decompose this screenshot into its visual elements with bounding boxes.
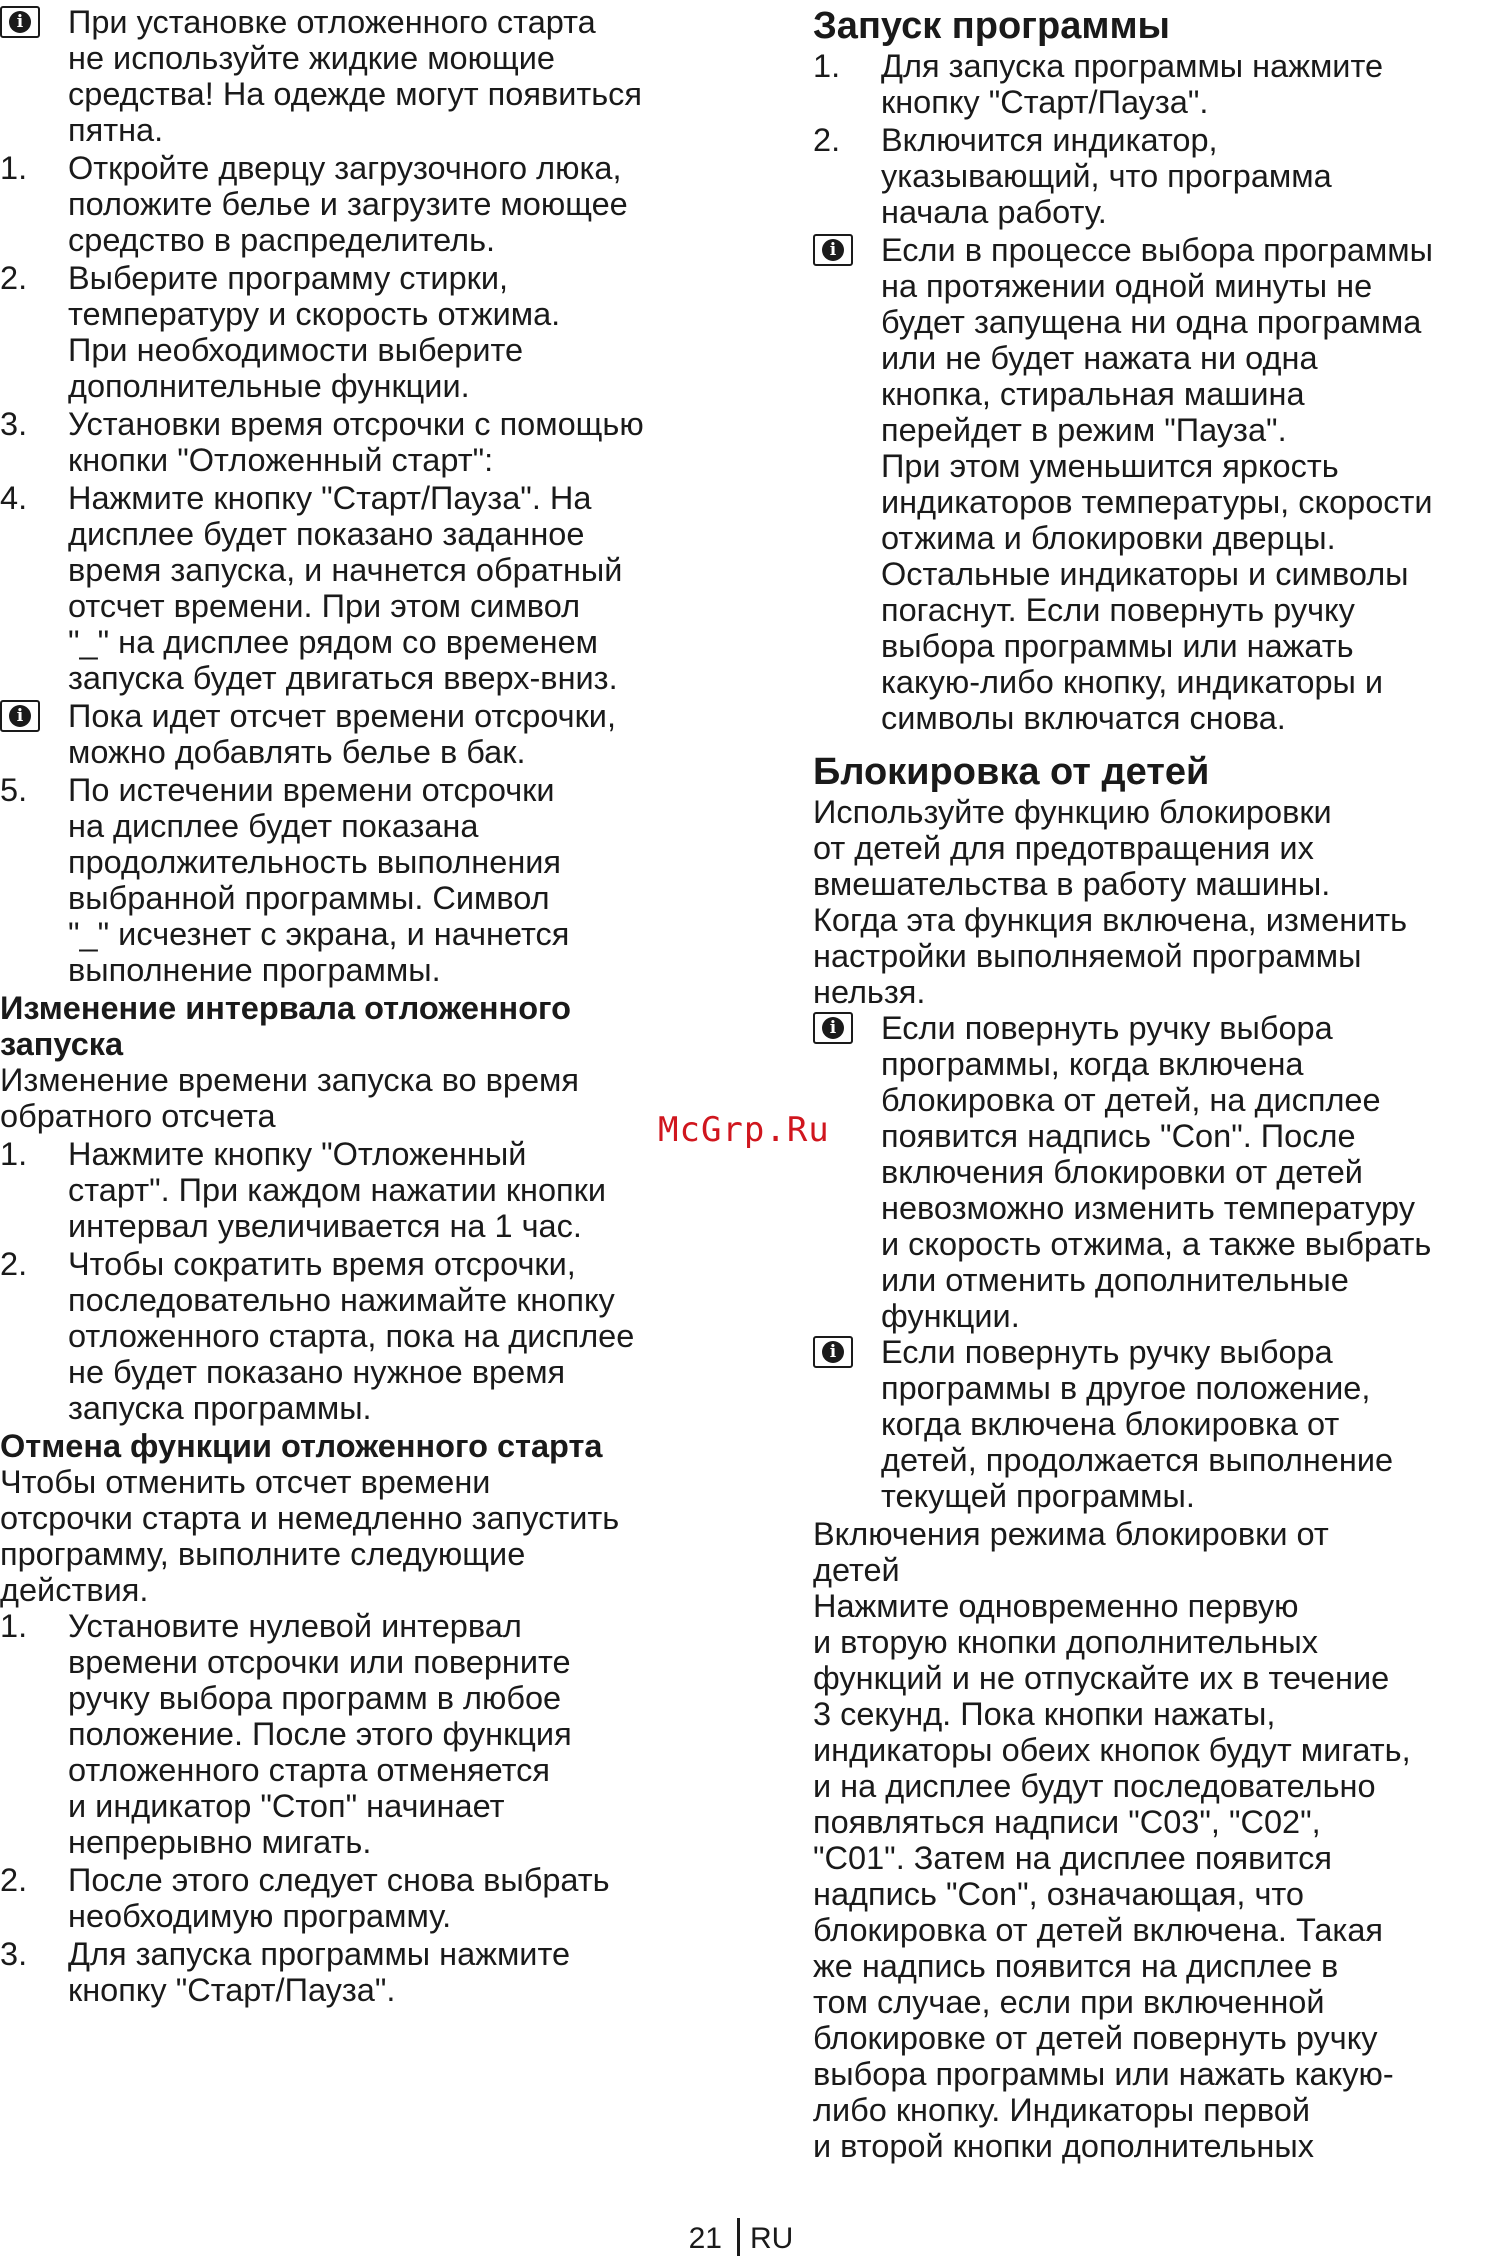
item-number: 3.: [0, 406, 28, 442]
list-item: [0, 1136, 740, 1244]
item-line: Установите нулевой интервал: [68, 1608, 522, 1644]
item-line: продолжительность выполнения: [68, 844, 562, 880]
section-heading-start: Запуск программы: [813, 5, 1171, 47]
paragraph-line: Включения режима блокировки от: [813, 1516, 1329, 1552]
note-line: функции.: [881, 1298, 1020, 1334]
note-line: какую-либо кнопку, индикаторы и: [881, 664, 1384, 700]
list-item: [0, 260, 740, 404]
note-line: детей, продолжается выполнение: [881, 1442, 1394, 1478]
info-icon: i: [813, 1336, 853, 1368]
paragraph-line: Когда эта функция включена, изменить: [813, 902, 1408, 938]
section-heading-cancel: Отмена функции отложенного старта: [0, 1428, 603, 1464]
paragraph-line: блокировке от детей повернуть ручку: [813, 2020, 1378, 2056]
paragraph-line: Нажмите одновременно первую: [813, 1588, 1299, 1624]
note-line: программы в другое положение,: [881, 1370, 1371, 1406]
item-number: 2.: [0, 1246, 28, 1282]
item-line: Включится индикатор,: [881, 122, 1218, 158]
list-item: [0, 772, 740, 988]
item-line: При необходимости выберите: [68, 332, 524, 368]
paragraph-line: том случае, если при включенной: [813, 1984, 1325, 2020]
item-number: 2.: [0, 260, 28, 296]
item-number: 5.: [0, 772, 28, 808]
item-line: "_" на дисплее рядом со временем: [68, 624, 598, 660]
info-icon: i: [0, 700, 40, 732]
paragraph-line: блокировка от детей включена. Такая: [813, 1912, 1384, 1948]
note-line: индикаторов температуры, скорости: [881, 484, 1433, 520]
paragraph-line: нельзя.: [813, 974, 926, 1010]
item-line: указывающий, что программа: [881, 158, 1332, 194]
item-line: Нажмите кнопку "Старт/Пауза". На: [68, 480, 592, 516]
note-line: когда включена блокировка от: [881, 1406, 1340, 1442]
info-icon: i: [813, 1012, 853, 1044]
item-line: отсчет времени. При этом символ: [68, 588, 581, 624]
item-line: Для запуска программы нажмите: [68, 1936, 571, 1972]
paragraph-line: и на дисплее будут последовательно: [813, 1768, 1376, 1804]
item-line: отложенного старта отменяется: [68, 1752, 551, 1788]
list-item: [0, 1936, 740, 2008]
note-line: Остальные индикаторы и символы: [881, 556, 1409, 592]
list-item: [813, 122, 1505, 230]
note-line: текущей программы.: [881, 1478, 1195, 1514]
note-line: отжима и блокировки дверцы.: [881, 520, 1336, 556]
item-line: старт". При каждом нажатии кнопки: [68, 1172, 607, 1208]
item-line: После этого следует снова выбрать: [68, 1862, 610, 1898]
item-line: кнопку "Старт/Пауза".: [68, 1972, 396, 2008]
note-line: перейдет в режим "Пауза".: [881, 412, 1287, 448]
note-line: блокировка от детей, на дисплее: [881, 1082, 1381, 1118]
item-number: 1.: [0, 1136, 28, 1172]
note-line: выбора программы или нажать: [881, 628, 1354, 664]
item-line: положение. После этого функция: [68, 1716, 572, 1752]
note-line: не используйте жидкие моющие: [68, 40, 555, 76]
item-line: кнопки "Отложенный старт":: [68, 442, 494, 478]
note-line: и скорость отжима, а также выбрать: [881, 1226, 1432, 1262]
paragraph-line: надпись "Con", означающая, что: [813, 1876, 1305, 1912]
paragraph-line: отсрочки старта и немедленно запустить: [0, 1500, 620, 1536]
note-line: средства! На одежде могут появиться: [68, 76, 643, 112]
item-line: "_" исчезнет с экрана, и начнется: [68, 916, 570, 952]
item-line: Нажмите кнопку "Отложенный: [68, 1136, 527, 1172]
section-heading-child-lock: Блокировка от детей: [813, 751, 1210, 793]
item-line: выполнение программы.: [68, 952, 441, 988]
item-line: интервал увеличивается на 1 час.: [68, 1208, 582, 1244]
paragraph-line: появляться надписи "C03", "C02",: [813, 1804, 1321, 1840]
section-heading-change-interval: запуска: [0, 1026, 124, 1062]
note-line: Если повернуть ручку выбора: [881, 1334, 1333, 1370]
page-footer: [0, 2218, 1505, 2258]
note-line: появится надпись "Con". После: [881, 1118, 1356, 1154]
item-number: 4.: [0, 480, 28, 516]
item-line: Для запуска программы нажмите: [881, 48, 1384, 84]
info-note-pause: [813, 232, 1505, 736]
paragraph-line: либо кнопку. Индикаторы первой: [813, 2092, 1310, 2128]
paragraph-line: Чтобы отменить отсчет времени: [0, 1464, 491, 1500]
item-line: запуска будет двигаться вверх-вниз.: [68, 660, 618, 696]
item-number: 1.: [813, 48, 841, 84]
item-line: отложенного старта, пока на дисплее: [68, 1318, 635, 1354]
item-line: время запуска, и начнется обратный: [68, 552, 623, 588]
section-heading-change-interval: Изменение интервала отложенного: [0, 990, 572, 1026]
paragraph-line: функций и не отпускайте их в течение: [813, 1660, 1390, 1696]
paragraph-line: и вторую кнопки дополнительных: [813, 1624, 1318, 1660]
list-item: [0, 1862, 740, 1934]
list-item: [0, 406, 740, 478]
info-note-con: [813, 1010, 1505, 1334]
item-line: Выберите программу стирки,: [68, 260, 509, 296]
list-item: [0, 150, 740, 258]
info-note-add-laundry: [0, 698, 740, 770]
paragraph-line: обратного отсчета: [0, 1098, 276, 1134]
item-line: кнопку "Старт/Пауза".: [881, 84, 1209, 120]
item-line: необходимую программу.: [68, 1898, 452, 1934]
note-line: невозможно изменить температуру: [881, 1190, 1415, 1226]
paragraph-line: детей: [813, 1552, 900, 1588]
note-line: Если повернуть ручку выбора: [881, 1010, 1333, 1046]
list-item: [0, 1246, 740, 1426]
note-line: кнопка, стиральная машина: [881, 376, 1305, 412]
item-line: дисплее будет показано заданное: [68, 516, 585, 552]
note-line: При установке отложенного старта: [68, 4, 596, 40]
note-line: При этом уменьшится яркость: [881, 448, 1339, 484]
paragraph-line: вмешательства в работу машины.: [813, 866, 1331, 902]
list-item: [0, 1608, 740, 1860]
paragraph-line: же надпись появится на дисплее в: [813, 1948, 1339, 1984]
paragraph-line: от детей для предотвращения их: [813, 830, 1314, 866]
info-icon: i: [813, 234, 853, 266]
note-line: программы, когда включена: [881, 1046, 1304, 1082]
language-code: RU: [750, 2222, 794, 2255]
item-line: на дисплее будет показана: [68, 808, 479, 844]
info-note-detergent: [0, 4, 740, 148]
note-line: пятна.: [68, 112, 164, 148]
item-line: времени отсрочки или поверните: [68, 1644, 571, 1680]
info-note-continue: [813, 1334, 1505, 1514]
page-number: 21: [688, 2222, 722, 2255]
list-item: [0, 480, 740, 696]
watermark: McGrp.Ru: [658, 1110, 830, 1150]
note-line: символы включатся снова.: [881, 700, 1286, 736]
paragraph-line: действия.: [0, 1572, 149, 1608]
paragraph-line: "C01". Затем на дисплее появится: [813, 1840, 1332, 1876]
item-number: 2.: [0, 1862, 28, 1898]
item-line: и индикатор "Стоп" начинает: [68, 1788, 505, 1824]
item-line: положите белье и загрузите моющее: [68, 186, 628, 222]
item-line: запуска программы.: [68, 1390, 372, 1426]
item-line: Откройте дверцу загрузочного люка,: [68, 150, 622, 186]
item-number: 1.: [0, 1608, 28, 1644]
item-line: последовательно нажимайте кнопку: [68, 1282, 615, 1318]
item-number: 3.: [0, 1936, 28, 1972]
item-line: Чтобы сократить время отсрочки,: [68, 1246, 576, 1282]
item-line: температуру и скорость отжима.: [68, 296, 561, 332]
item-line: дополнительные функции.: [68, 368, 470, 404]
paragraph-line: выбора программы или нажать какую-: [813, 2056, 1394, 2092]
paragraph-line: индикаторы обеих кнопок будут мигать,: [813, 1732, 1411, 1768]
note-line: будет запущена ни одна программа: [881, 304, 1422, 340]
info-icon: i: [0, 6, 40, 38]
note-line: можно добавлять белье в бак.: [68, 734, 526, 770]
item-line: не будет показано нужное время: [68, 1354, 566, 1390]
paragraph-line: Изменение времени запуска во время: [0, 1062, 579, 1098]
note-line: на протяжении одной минуты не: [881, 268, 1373, 304]
item-line: ручку выбора программ в любое: [68, 1680, 562, 1716]
item-line: средство в распределитель.: [68, 222, 496, 258]
note-line: включения блокировки от детей: [881, 1154, 1363, 1190]
item-line: начала работу.: [881, 194, 1107, 230]
note-line: погаснут. Если повернуть ручку: [881, 592, 1355, 628]
paragraph-line: 3 секунд. Пока кнопки нажаты,: [813, 1696, 1276, 1732]
item-number: 1.: [0, 150, 28, 186]
note-line: или не будет нажата ни одна: [881, 340, 1318, 376]
note-line: Если в процессе выбора программы: [881, 232, 1433, 268]
paragraph-line: и второй кнопки дополнительных: [813, 2128, 1314, 2164]
paragraph-line: Используйте функцию блокировки: [813, 794, 1332, 830]
footer-divider: [737, 2218, 740, 2256]
item-line: Установки время отсрочки с помощью: [68, 406, 644, 442]
note-line: или отменить дополнительные: [881, 1262, 1349, 1298]
paragraph-line: настройки выполняемой программы: [813, 938, 1362, 974]
item-line: выбранной программы. Символ: [68, 880, 550, 916]
item-line: непрерывно мигать.: [68, 1824, 372, 1860]
paragraph-line: программу, выполните следующие: [0, 1536, 526, 1572]
note-line: Пока идет отсчет времени отсрочки,: [68, 698, 616, 734]
list-item: [813, 48, 1505, 120]
right-column: [813, 4, 1505, 2164]
left-column: [0, 4, 740, 2008]
item-number: 2.: [813, 122, 841, 158]
item-line: По истечении времени отсрочки: [68, 772, 555, 808]
